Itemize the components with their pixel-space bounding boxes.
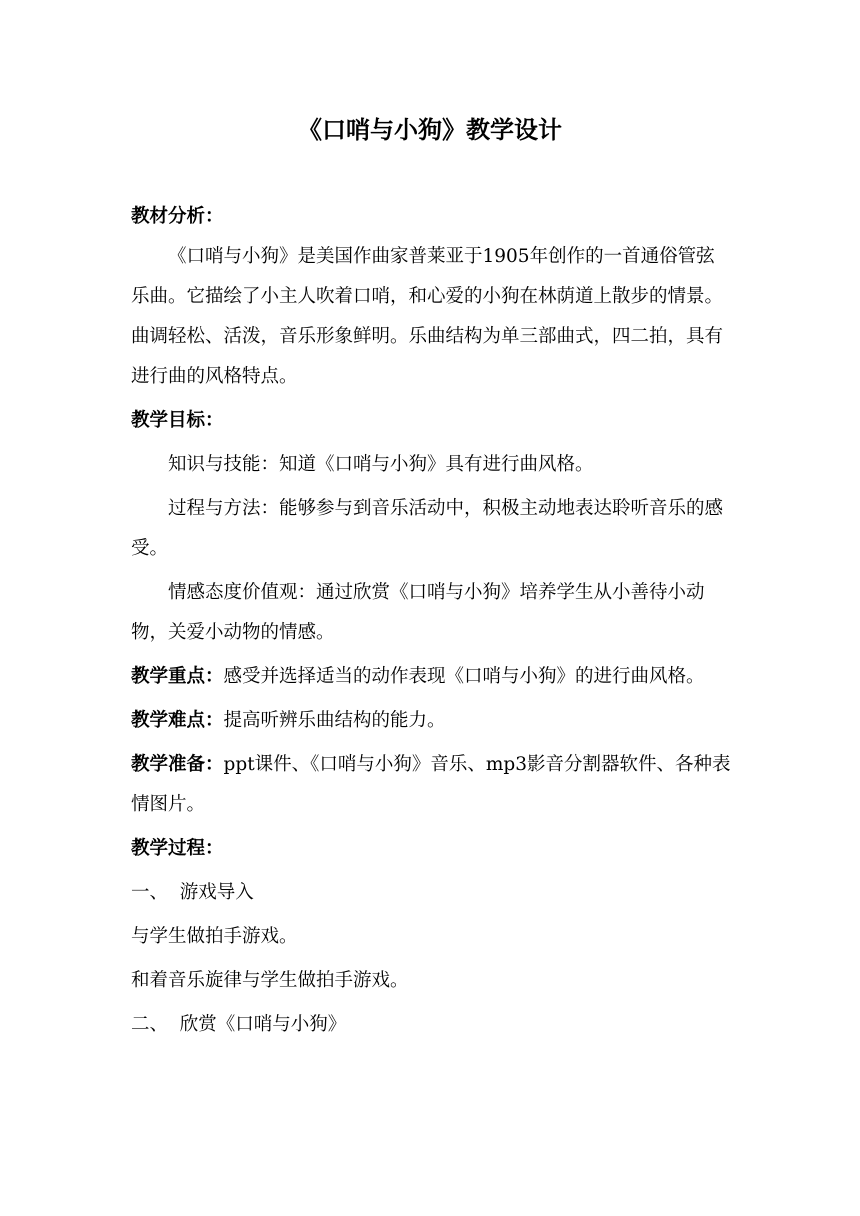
key-point-label: 教学重点： xyxy=(131,666,224,687)
preparation-line xyxy=(131,745,731,825)
document-title: 《口哨与小狗》教学设计 xyxy=(298,115,562,144)
section-1-line-1: 与学生做拍手游戏。 xyxy=(131,926,298,947)
process-heading: 教学过程： xyxy=(131,838,224,859)
document-body xyxy=(131,197,731,1045)
section-1-title: 一、 游戏导入 xyxy=(131,882,254,903)
difficulty-line xyxy=(131,701,731,741)
analysis-paragraph: 《口哨与小狗》是美国作曲家普莱亚于1905年创作的一首通俗管弦乐曲。它描绘了小主人吹着口哨，和心爱的小狗在林荫道上散步的情景。曲调轻松、活泼，音乐形象鲜明。乐曲结构为单三部曲式，四二拍，具有进行曲的风格特点。 xyxy=(131,246,724,387)
preparation-label: 教学准备： xyxy=(131,754,224,775)
difficulty-label: 教学难点： xyxy=(131,710,224,731)
preparation-text: ppt课件、《口哨与小狗》音乐、mp3影音分割器软件、各种表情图片。 xyxy=(131,754,731,815)
goals-heading: 教学目标： xyxy=(131,410,224,431)
goal-item-emotion: 情感态度价值观：通过欣赏《口哨与小狗》培养学生从小善待小动物，关爱小动物的情感。 xyxy=(131,582,705,643)
goal-item-knowledge: 知识与技能：知道《口哨与小狗》具有进行曲风格。 xyxy=(168,454,594,475)
key-point-text: 感受并选择适当的动作表现《口哨与小狗》的进行曲风格。 xyxy=(223,666,705,687)
key-point-line xyxy=(131,657,731,697)
difficulty-text: 提高听辨乐曲结构的能力。 xyxy=(223,710,446,731)
section-1-line-2: 和着音乐旋律与学生做拍手游戏。 xyxy=(131,970,409,991)
analysis-heading: 教材分析： xyxy=(131,206,224,227)
section-2-title: 二、 欣赏《口哨与小狗》 xyxy=(131,1014,347,1035)
goal-item-process: 过程与方法：能够参与到音乐活动中，积极主动地表达聆听音乐的感受。 xyxy=(131,498,724,559)
